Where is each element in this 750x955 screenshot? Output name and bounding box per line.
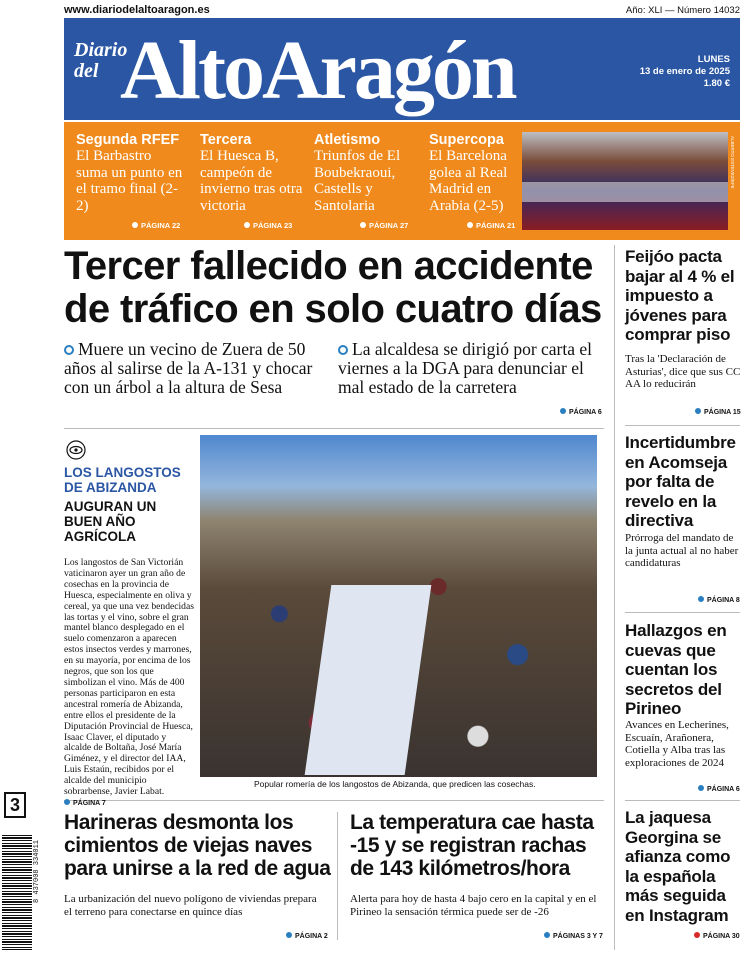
teaser-kicker: Tercera (200, 132, 252, 148)
teaser-kicker: Atletismo (314, 132, 381, 148)
top-line (64, 4, 740, 18)
weekday: LUNES (697, 54, 730, 65)
lead-page-ref: PÁGINA 6 (560, 408, 602, 416)
bottom-story-sub-2: Alerta para hoy de hasta 4 bajo cero en la capital y en el Pirineo la sensación térmica puede ser de -26 (350, 893, 597, 918)
langostos-page-ref: PÁGINA 7 (64, 800, 106, 807)
teaser-page: PÁGINA 23 (244, 221, 292, 230)
sidebar-sub-2: Prórroga del mandato de la junta actual al no haber candidaturas (625, 532, 739, 569)
date: 13 de enero de 2025 (639, 66, 730, 77)
price: 1.80 € (703, 78, 730, 89)
supercopa-celebration-photo (522, 132, 728, 230)
bullet-ring-icon (64, 345, 74, 355)
photo-credit: ALBERTO ESTEVEZ/EFE (730, 136, 735, 189)
teaser-kicker: Supercopa (429, 132, 504, 148)
website-url[interactable]: www.diariodelaltoaragon.es (64, 4, 210, 16)
bottom-story-sub-1: La urbanización del nuevo polígono de viviendas prepara el terreno para conectarse en quince días (64, 893, 317, 918)
masthead-del: del (74, 60, 99, 82)
bottom-story-headline-1[interactable]: Harineras desmonta los cimientos de viejas naves para unirse a la red de agua (64, 811, 331, 880)
sidebar-headline-3[interactable]: Hallazgos en cuevas que cuentan los secretos del Pirineo (625, 621, 727, 718)
barcode-digits: 8 437008 334011 (33, 840, 41, 904)
bottom-column-divider (337, 812, 338, 940)
sidebar-divider (625, 800, 740, 801)
teaser-text: Triunfos de El Boubekraoui, Castells y Santolaria (314, 148, 401, 214)
teaser-text: El Barbastro suma un punto en el tramo final (2-2) (76, 148, 183, 214)
teaser-supercopa[interactable] (429, 122, 521, 240)
barcode (2, 835, 32, 950)
teaser-segunda-rfef[interactable] (76, 122, 184, 240)
sidebar-headline-1[interactable]: Feijóo pacta bajar al 4 % el impuesto a jóvenes para comprar piso (625, 247, 735, 344)
langostos-title[interactable]: AUGURAN UN BUEN AÑO AGRÍCOLA (64, 499, 157, 544)
lead-headline[interactable]: Tercer fallecido en accidente de tráfico en solo cuatro días (64, 244, 602, 331)
teaser-kicker: Segunda RFEF (76, 132, 180, 148)
teaser-text: El Huesca B, campeón de invierno tras otra victoria (200, 148, 303, 214)
sports-teaser-strip (64, 122, 740, 240)
sidebar-headline-2[interactable]: Incertidumbre en Acomseja por falta de revelo en la directiva (625, 433, 736, 530)
teaser-page: PÁGINA 22 (132, 221, 180, 230)
langostos-kicker: LOS LANGOSTOS DE ABIZANDA (64, 465, 181, 495)
sidebar-divider (625, 425, 740, 426)
lead-subhead-1: Muere un vecino de Zuera de 50 años al salirse de la A-131 y chocar con un árbol a la altura de Sesa (64, 339, 313, 397)
bottom-story-page-1: PÁGINA 2 (286, 932, 328, 940)
section-divider (64, 428, 604, 429)
photo-caption: Popular romería de los langostos de Abizanda, que predicen las cosechas. (254, 779, 536, 789)
teaser-text: El Barcelona golea al Real Madrid en Arabia (2-5) (429, 148, 508, 214)
masthead (64, 18, 740, 120)
newspaper-title: AltoAragón (120, 24, 515, 117)
section-number-box: 3 (4, 792, 26, 818)
masthead-diario: Diario (74, 39, 128, 61)
sidebar-divider (625, 612, 740, 613)
sidebar-headline-4[interactable]: La jaquesa Georgina se afianza como la española más seguida en Instagram (625, 808, 731, 925)
column-divider (614, 245, 615, 950)
sidebar-page-2: PÁGINA 8 (698, 596, 740, 604)
teaser-tercera[interactable] (200, 122, 304, 240)
romeria-photo (200, 435, 597, 777)
teaser-page: PÁGINA 21 (467, 221, 515, 230)
bottom-story-page-2: PÁGINAS 3 Y 7 (544, 932, 603, 940)
bottom-story-headline-2[interactable]: La temperatura cae hasta -15 y se registran rachas de 143 kilómetros/hora (350, 811, 594, 880)
sidebar-sub-3: Avances en Lecherines, Escuaín, Arañonera, Cotiella y Alba tras las exploraciones de 2024 (625, 719, 729, 769)
teaser-page: PÁGINA 27 (360, 221, 408, 230)
issue-number: Año: XLI — Número 14032 (625, 5, 740, 16)
sidebar-page-3: PÁGINA 6 (698, 785, 740, 793)
sidebar-sub-1: Tras la 'Declaración de Asturias', dice que sus CC AA lo reducirán (625, 353, 741, 390)
bullet-ring-icon (338, 345, 348, 355)
lead-subhead-2: La alcaldesa se dirigió por carta el viernes a la DGA para denunciar el mal estado de la carretera (338, 339, 593, 397)
langostos-body: Los langostos de San Victorián vaticinaron ayer un gran año de cosechas en la provincia de Huesca, especialmente en oliva y cereal, ya que una vez bendecidas las tortas y el vino, sobre el gran mantel blanco desplegado en el suelo comenzaron a aparecen estos insectos verdes y marrones, en su mayoría, por encima de los negros, que son los que simbolizan el vino. Más de 400 personas participaron en esta ancestral romería de Abizanda, entre ellos el presidente de la Diputación Provincial de Huesca, Isaac Claver, el diputado y alcalde de Boltaña, José María Giménez, y el director del IAA, Luis Estaún, recibidos por el alcalde del municipio sobrarbense, Javier Labat. PÁGINA 7 (64, 557, 194, 807)
masthead-date-block (640, 54, 730, 90)
sidebar-page-4: PÁGINA 30 (694, 932, 740, 940)
teaser-atletismo[interactable] (314, 122, 420, 240)
target-icon (66, 440, 86, 460)
sidebar-page-1: PÁGINA 15 (695, 408, 741, 416)
